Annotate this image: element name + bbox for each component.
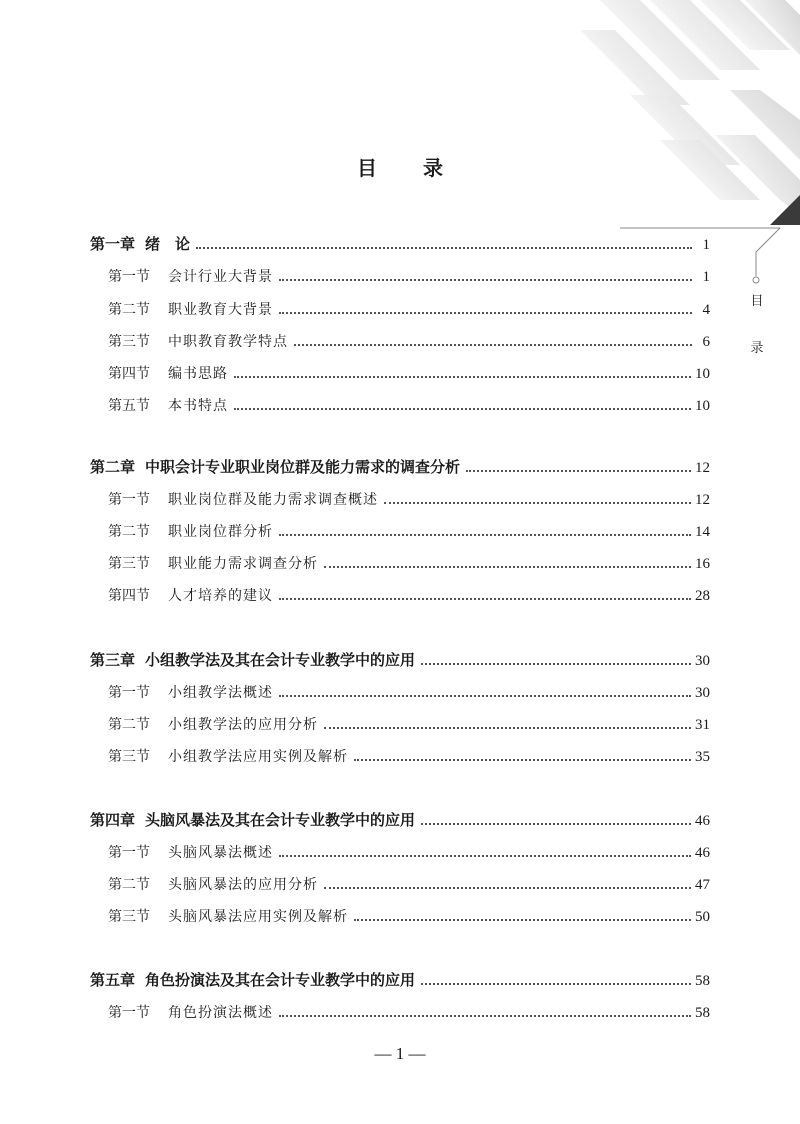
toc-chapter-entry[interactable] — [90, 808, 710, 830]
entry-title: 中职教育教学特点 — [168, 334, 288, 350]
entry-title: 会计行业大背景 — [168, 269, 273, 285]
entry-number: 第五章 — [90, 971, 136, 989]
entry-title: 本书特点 — [168, 398, 228, 414]
entry-number: 第二节 — [108, 877, 150, 893]
toc-section-entry[interactable] — [90, 1000, 710, 1022]
entry-title: 职业教育大背景 — [168, 302, 273, 318]
title-char-2: 录 — [423, 156, 443, 180]
entry-page-number: 28 — [695, 588, 710, 604]
entry-title: 绪 论 — [145, 235, 191, 253]
toc-section-entry[interactable] — [90, 264, 710, 286]
entry-title: 小组教学法的应用分析 — [168, 717, 318, 733]
title-char-1: 目 — [357, 156, 377, 180]
entry-title: 小组教学法概述 — [168, 685, 273, 701]
entry-page-number: 12 — [695, 492, 710, 508]
entry-number: 第一节 — [108, 1005, 150, 1021]
entry-page-number: 58 — [695, 973, 710, 989]
toc-section-entry[interactable] — [90, 680, 710, 702]
page-title — [0, 152, 800, 181]
entry-number: 第四章 — [90, 811, 136, 829]
dot-leader — [196, 246, 692, 249]
dot-leader — [466, 469, 691, 472]
entry-number: 第一节 — [108, 269, 150, 285]
entry-page-number: 31 — [695, 717, 710, 733]
entry-title: 人才培养的建议 — [168, 588, 273, 604]
toc-section-entry[interactable] — [90, 744, 710, 766]
entry-title: 中职会计专业职业岗位群及能力需求的调查分析 — [145, 458, 461, 476]
entry-page-number: 4 — [702, 302, 710, 318]
entry-number: 第五节 — [108, 398, 150, 414]
entry-title: 职业能力需求调查分析 — [168, 556, 318, 572]
toc-section-entry[interactable] — [90, 904, 710, 926]
entry-number: 第三节 — [108, 909, 150, 925]
entry-page-number: 10 — [695, 398, 710, 414]
entry-page-number: 46 — [695, 813, 710, 829]
entry-number: 第一节 — [108, 845, 150, 861]
toc-section-entry[interactable] — [90, 840, 710, 862]
toc-section-entry[interactable] — [90, 712, 710, 734]
entry-number: 第三节 — [108, 749, 150, 765]
entry-number: 第二节 — [108, 524, 150, 540]
side-tab-char-1: 目 — [750, 294, 764, 309]
dot-leader — [421, 662, 691, 665]
dot-leader — [324, 886, 691, 889]
entry-page-number: 12 — [695, 460, 710, 476]
dot-leader — [421, 822, 691, 825]
entry-page-number: 47 — [695, 877, 710, 893]
toc-section-entry[interactable] — [90, 393, 710, 415]
dot-leader — [279, 278, 692, 281]
side-tab-char-2: 录 — [750, 341, 764, 356]
toc-chapter-entry[interactable] — [90, 968, 710, 990]
entry-page-number: 30 — [695, 653, 710, 669]
toc-section-entry[interactable] — [90, 872, 710, 894]
entry-page-number: 14 — [695, 524, 710, 540]
dot-leader — [324, 726, 691, 729]
entry-page-number: 35 — [695, 749, 710, 765]
dot-leader — [279, 533, 691, 536]
entry-page-number: 46 — [695, 845, 710, 861]
dot-leader — [279, 1014, 691, 1017]
entry-title: 角色扮演法及其在会计专业教学中的应用 — [145, 971, 416, 989]
dot-leader — [294, 343, 692, 346]
entry-number: 第四节 — [108, 366, 150, 382]
toc-section-entry[interactable] — [90, 297, 710, 319]
entry-title: 小组教学法及其在会计专业教学中的应用 — [145, 651, 416, 669]
toc-chapter-entry[interactable] — [90, 232, 710, 254]
entry-number: 第三节 — [108, 556, 150, 572]
dot-leader — [354, 758, 691, 761]
entry-title: 职业岗位群分析 — [168, 524, 273, 540]
entry-number: 第一章 — [90, 235, 136, 253]
side-tab — [746, 290, 768, 356]
entry-number: 第一节 — [108, 492, 150, 508]
toc-chapter-entry[interactable] — [90, 648, 710, 670]
dot-leader — [279, 597, 691, 600]
dot-leader — [421, 982, 691, 985]
entry-number: 第四节 — [108, 588, 150, 604]
dot-leader — [279, 694, 691, 697]
entry-page-number: 50 — [695, 909, 710, 925]
entry-page-number: 6 — [702, 334, 710, 350]
entry-number: 第三节 — [108, 334, 150, 350]
dot-leader — [354, 918, 691, 921]
entry-page-number: 16 — [695, 556, 710, 572]
dot-leader — [279, 854, 691, 857]
toc-section-entry[interactable] — [90, 519, 710, 541]
toc-chapter-entry[interactable] — [90, 455, 710, 477]
toc-section-entry[interactable] — [90, 487, 710, 509]
entry-title: 头脑风暴法应用实例及解析 — [168, 909, 348, 925]
dot-leader — [279, 311, 692, 314]
entry-page-number: 58 — [695, 1005, 710, 1021]
dot-leader — [234, 375, 691, 378]
entry-page-number: 30 — [695, 685, 710, 701]
dot-leader — [324, 565, 691, 568]
entry-page-number: 1 — [702, 237, 710, 253]
entry-number: 第一节 — [108, 685, 150, 701]
toc-section-entry[interactable] — [90, 329, 710, 351]
entry-number: 第二节 — [108, 302, 150, 318]
page-number: — 1 — — [374, 1044, 426, 1063]
entry-number: 第三章 — [90, 651, 136, 669]
entry-number: 第二节 — [108, 717, 150, 733]
corner-decoration — [0, 0, 800, 300]
dot-leader — [234, 407, 691, 410]
entry-title: 职业岗位群及能力需求调查概述 — [168, 492, 378, 508]
entry-page-number: 1 — [702, 269, 710, 285]
entry-title: 头脑风暴法概述 — [168, 845, 273, 861]
toc-section-entry[interactable] — [90, 361, 710, 383]
entry-title: 头脑风暴法及其在会计专业教学中的应用 — [145, 811, 416, 829]
entry-title: 编书思路 — [168, 366, 228, 382]
dot-leader — [384, 501, 691, 504]
entry-title: 小组教学法应用实例及解析 — [168, 749, 348, 765]
entry-title: 角色扮演法概述 — [168, 1005, 273, 1021]
entry-title: 头脑风暴法的应用分析 — [168, 877, 318, 893]
toc-section-entry[interactable] — [90, 583, 710, 605]
entry-number: 第二章 — [90, 458, 136, 476]
toc-section-entry[interactable] — [90, 551, 710, 573]
entry-page-number: 10 — [695, 366, 710, 382]
